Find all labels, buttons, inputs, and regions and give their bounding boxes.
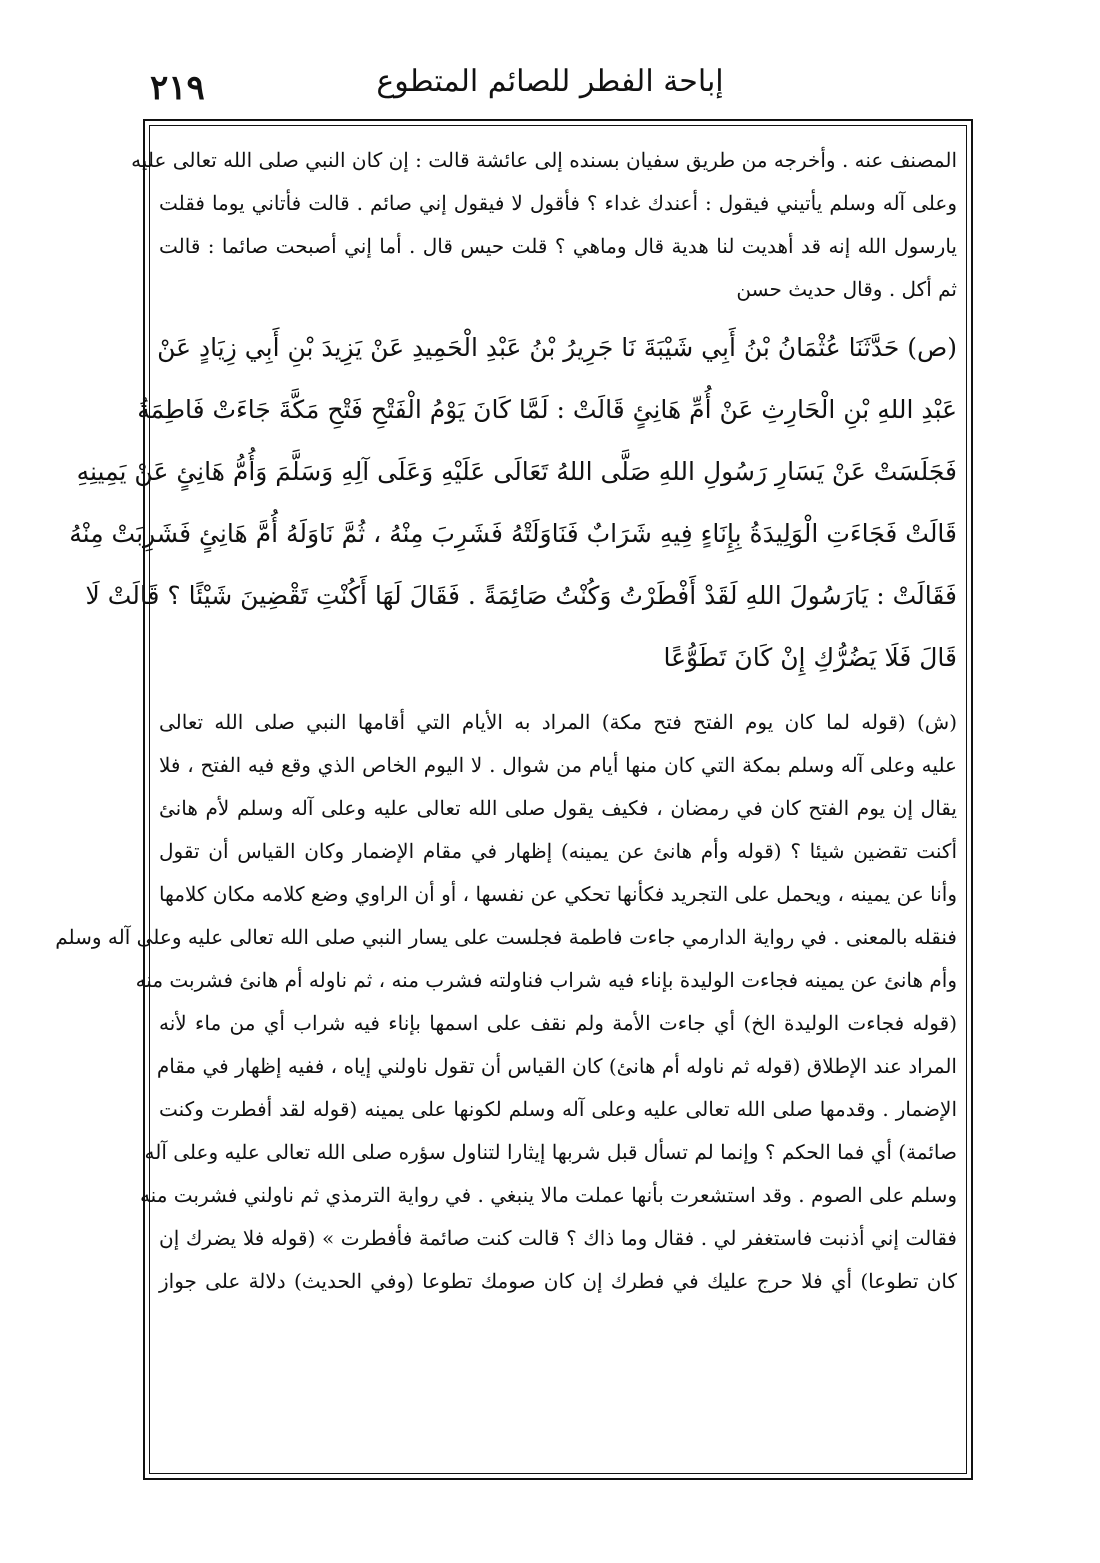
text-line: أكنت تقضين شيئا ؟ (قوله وأم هانئ عن يمينه) إظهار في مقام الإضمار وكان القياس أن تقول	[159, 839, 957, 863]
text-line: وعلى آله وسلم يأتيني فيقول : أعندك غداء ؟ فأقول لا فيقول إني صائم . قالت فأتاني يوما فقلت	[159, 191, 957, 215]
hadith-line: فَقَالَتْ : يَارَسُولَ اللهِ لَقَدْ أَفْطَرْتُ وَكُنْتُ صَائِمَةً . فَقَالَ لَهَا أَكُنْتِ تَقْضِينَ شَيْئًا ؟ قَالَتْ لَا	[85, 581, 957, 610]
text-line: يارسول الله إنه قد أهديت لنا هدية قال وماهي ؟ قلت حيس قال . أما إني أصبحت صائما : قالت	[159, 234, 957, 258]
text-line: (قوله فجاءت الوليدة الخ) أي جاءت الأمة ولم نقف على اسمها بإناء فيه شراب أي من ماء لأنه	[159, 1011, 957, 1035]
text-line: كان تطوعا) أي فلا حرج عليك في فطرك إن كان صومك تطوعا (وفي الحديث) دلالة على جواز	[159, 1269, 957, 1293]
text-line: (ش) (قوله لما كان يوم الفتح فتح مكة) المراد به الأيام التي أقامها النبي صلى الله تعالى	[159, 710, 957, 734]
text-line: عليه وعلى آله وسلم بمكة التي كان منها أيام من شوال . لا اليوم الخاص الذي وقع فيه الفتح ، فلا	[159, 753, 957, 777]
text-line: فنقله بالمعنى . في رواية الدارمي جاءت فاطمة فجلست على يسار النبي صلى الله تعالى عليه وعلى آله وسلم	[55, 925, 957, 949]
text-line: المراد عند الإطلاق (قوله ثم ناوله أم هانئ) كان القياس أن تقول ناولني إياه ، ففيه إظهار في مقام	[156, 1054, 957, 1078]
text-line: الإضمار . وقدمها صلى الله تعالى عليه وعلى آله وسلم لكونها على يمينه (قوله لقد أفطرت وكنت	[159, 1097, 957, 1121]
running-title: إباحة الفطر للصائم المتطوع	[376, 64, 724, 99]
text-line: فقالت إني أذنبت فاستغفر لي . فقال وما ذاك ؟ قالت كنت صائمة فأفطرت » (قوله فلا يضرك إن	[159, 1226, 957, 1250]
hadith-line: قَالَتْ فَجَاءَتِ الْوَلِيدَةُ بِإِنَاءٍ فِيهِ شَرَابٌ فَنَاوَلَتْهُ فَشَرِبَ مِنْهُ ، ثُمَّ نَاوَلَهُ أُمَّ هَانِئٍ فَشَرِبَتْ مِنْهُ	[69, 519, 957, 548]
hadith-line: عَبْدِ اللهِ بْنِ الْحَارِثِ عَنْ أُمِّ هَانِئٍ قَالَتْ : لَمَّا كَانَ يَوْمُ الْفَتْحِ فَتْحِ مَكَّةَ جَاءَتْ فَاطِمَةُ	[137, 395, 957, 424]
text-line: صائمة) أي فما الحكم ؟ وإنما لم تسأل قبل شربها إيثارا لتناول سؤره صلى الله تعالى عليه وعلى آله	[144, 1140, 957, 1164]
text-line: ثم أكل . وقال حديث حسن	[736, 277, 957, 301]
page-number: ٢١٩	[150, 68, 205, 108]
top-commentary	[131, 139, 957, 311]
text-line: المصنف عنه . وأخرجه من طريق سفيان بسنده إلى عائشة قالت : إن كان النبي صلى الله تعالى عليه	[131, 148, 957, 172]
text-line: يقال إن يوم الفتح كان في رمضان ، فكيف يقول صلى الله تعالى عليه وعلى آله وسلم لأم هانئ	[159, 796, 957, 820]
hadith-line: قَالَ فَلَا يَضُرُّكِ إِنْ كَانَ تَطَوُّعًا	[663, 643, 957, 672]
text-line: وأم هانئ عن يمينه فجاءت الوليدة بإناء فيه شراب فناولته فشرب منه ، ثم ناوله أم هانئ فشربت منه	[135, 968, 957, 992]
text-area	[55, 139, 957, 1460]
text-line: وسلم على الصوم . وقد استشعرت بأنها عملت مالا ينبغي . في رواية الترمذي ثم ناولني فشربت منه	[139, 1183, 957, 1207]
bottom-commentary	[55, 701, 957, 1303]
hadith-line: (ص) حَدَّثَنَا عُثْمَانُ بْنُ أَبِي شَيْبَةَ نَا جَرِيرُ بْنُ عَبْدِ الْحَمِيدِ عَنْ يَزِيدَ بْنِ أَبِي زِيَادٍ عَنْ	[157, 333, 957, 362]
text-line: وأنا عن يمينه ، ويحمل على التجريد فكأنها تحكي عن نفسها ، أو أن الراوي وضع كلامه مكان كلامها	[158, 882, 957, 906]
hadith-text	[69, 317, 957, 689]
page-frame	[55, 119, 973, 1480]
hadith-line: فَجَلَسَتْ عَنْ يَسَارِ رَسُولِ اللهِ صَلَّى اللهُ تَعَالَى عَلَيْهِ وَعَلَى آلِهِ وَسَلَّمَ وَأُمُّ هَانِئٍ عَنْ يَمِينِهِ	[76, 457, 957, 486]
